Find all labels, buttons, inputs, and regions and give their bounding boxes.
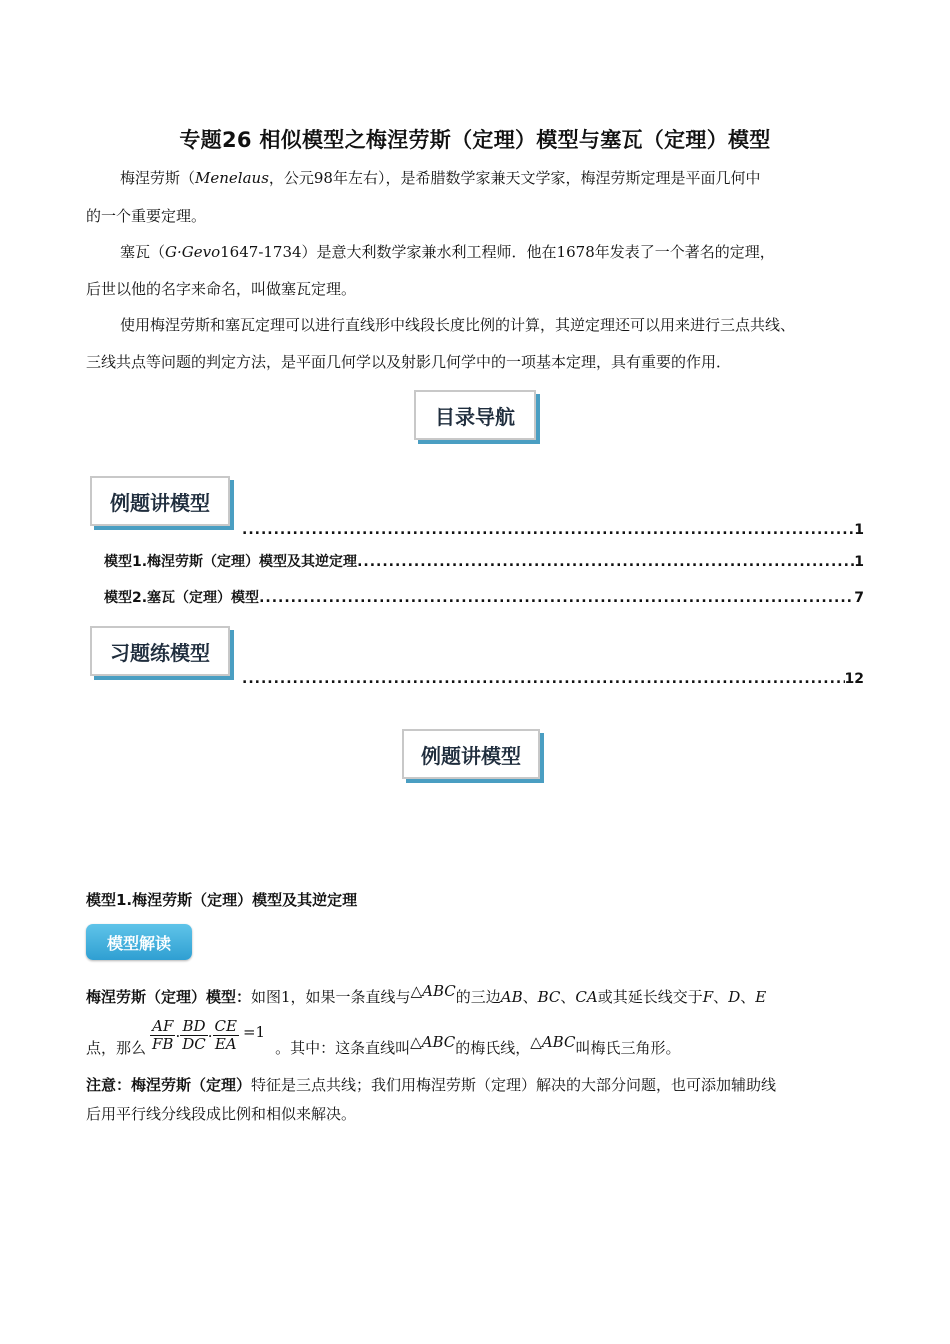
definition-text: 或其延长线交于 (597, 988, 703, 1006)
toc-leader-dots (357, 554, 854, 570)
definition-line-2 (86, 1018, 680, 1061)
separator: 、 (713, 988, 729, 1006)
toc-page-number: 12 (844, 671, 864, 687)
fraction-af-fb: $\frac{AF}{FB}$ (152, 1017, 174, 1053)
math-ab: AB (500, 988, 523, 1006)
math-ca: CA (575, 988, 598, 1006)
fraction-ce-ea: $\frac{CE}{EA}$ (214, 1017, 237, 1053)
math-abc: ABC (541, 1033, 576, 1051)
definition-text: 。其中：这条直线叫 (275, 1039, 411, 1057)
toc-leader-dots (242, 522, 854, 538)
toc-section-example-box[interactable]: 例题讲模型 (90, 476, 230, 526)
definition-line-1 (86, 982, 767, 1007)
toc-heading-box: 目录导航 (414, 390, 536, 440)
intro-text: ，公元98年左右），是希腊数学家兼天文学家，梅涅劳斯定理是平面几何中 (268, 169, 761, 187)
intro-paragraph-2 (120, 242, 775, 262)
intro-text: 1647-1734）是意大利数学家兼水利工程师．他在1678年发表了一个著名的定理， (220, 243, 775, 261)
toc-entry-label: 模型2.塞瓦（定理）模型 (104, 590, 260, 606)
math-e: E (755, 988, 767, 1006)
triangle-symbol: △ (410, 982, 423, 1000)
note-line-2: 后用平行线分线段成比例和相似来解决。 (86, 1105, 357, 1123)
definition-text: 叫梅氏三角形。 (575, 1039, 681, 1057)
intro-paragraph-2-cont: 后世以他的名字来命名，叫做塞瓦定理。 (86, 280, 357, 298)
toc-page-number: 7 (854, 590, 864, 606)
menelaus-formula (150, 1018, 265, 1053)
toc-page-number: 1 (854, 522, 864, 538)
dot-operator: · (175, 1026, 181, 1045)
intro-paragraph-1 (120, 168, 760, 188)
definition-text: 点，那么 (86, 1039, 147, 1057)
page-title: 专题26 相似模型之梅涅劳斯（定理）模型与塞瓦（定理）模型 (179, 128, 771, 152)
menelaus-name: Menelaus (195, 169, 269, 187)
math-bc: BC (537, 988, 561, 1006)
intro-text: 塞瓦（ (120, 243, 166, 261)
triangle-symbol: △ (530, 1033, 542, 1051)
toc-entry-examples[interactable] (242, 522, 864, 538)
note-text: 特征是三点共线；我们用梅涅劳斯（定理）解决的大部分问题，也可添加辅助线 (251, 1076, 777, 1094)
toc-page-number: 1 (854, 554, 864, 570)
intro-paragraph-1-cont: 的一个重要定理。 (86, 207, 207, 225)
intro-paragraph-3: 使用梅涅劳斯和塞瓦定理可以进行直线形中线段长度比例的计算，其逆定理还可以用来进行三点共线、 (120, 316, 796, 334)
note-line-1 (86, 1075, 776, 1095)
separator: 、 (740, 988, 756, 1006)
model1-heading: 模型1.梅涅劳斯（定理）模型及其逆定理 (86, 891, 358, 909)
toc-leader-dots (242, 671, 845, 687)
toc-section-exercise-box[interactable]: 习题练模型 (90, 626, 230, 676)
toc-entry-model1[interactable] (104, 551, 864, 571)
definition-text: 如图1，如果一条直线与 (251, 988, 411, 1006)
math-abc: ABC (421, 1033, 456, 1051)
separator: 、 (560, 988, 576, 1006)
note-label: 注意：梅涅劳斯（定理） (86, 1076, 252, 1094)
toc-entry-exercises[interactable] (242, 671, 864, 687)
intro-paragraph-3-cont: 三线共点等问题的判定方法，是平面几何学以及射影几何学中的一项基本定理，具有重要的作用． (86, 353, 732, 371)
section-example-box: 例题讲模型 (402, 729, 540, 779)
triangle-symbol: △ (410, 1033, 422, 1051)
toc-entry-label: 模型1.梅涅劳斯（定理）模型及其逆定理 (104, 554, 358, 570)
definition-text: 的梅氏线， (455, 1039, 531, 1057)
math-d: D (728, 988, 741, 1006)
math-abc: ABC (422, 982, 456, 1000)
dot-operator: · (207, 1026, 213, 1045)
toc-leader-dots (259, 590, 854, 606)
ceva-name: G·Gevo (165, 243, 221, 261)
separator: 、 (522, 988, 538, 1006)
model-interpretation-pill: 模型解读 (86, 924, 192, 960)
definition-label: 梅涅劳斯（定理）模型： (86, 988, 252, 1006)
intro-text: 梅涅劳斯（ (120, 169, 196, 187)
equals-one: =1 (242, 1022, 266, 1041)
math-f: F (702, 988, 714, 1006)
definition-text: 的三边 (455, 988, 501, 1006)
fraction-bd-dc: $\frac{BD}{DC}$ (182, 1017, 206, 1053)
toc-entry-model2[interactable] (104, 587, 864, 607)
